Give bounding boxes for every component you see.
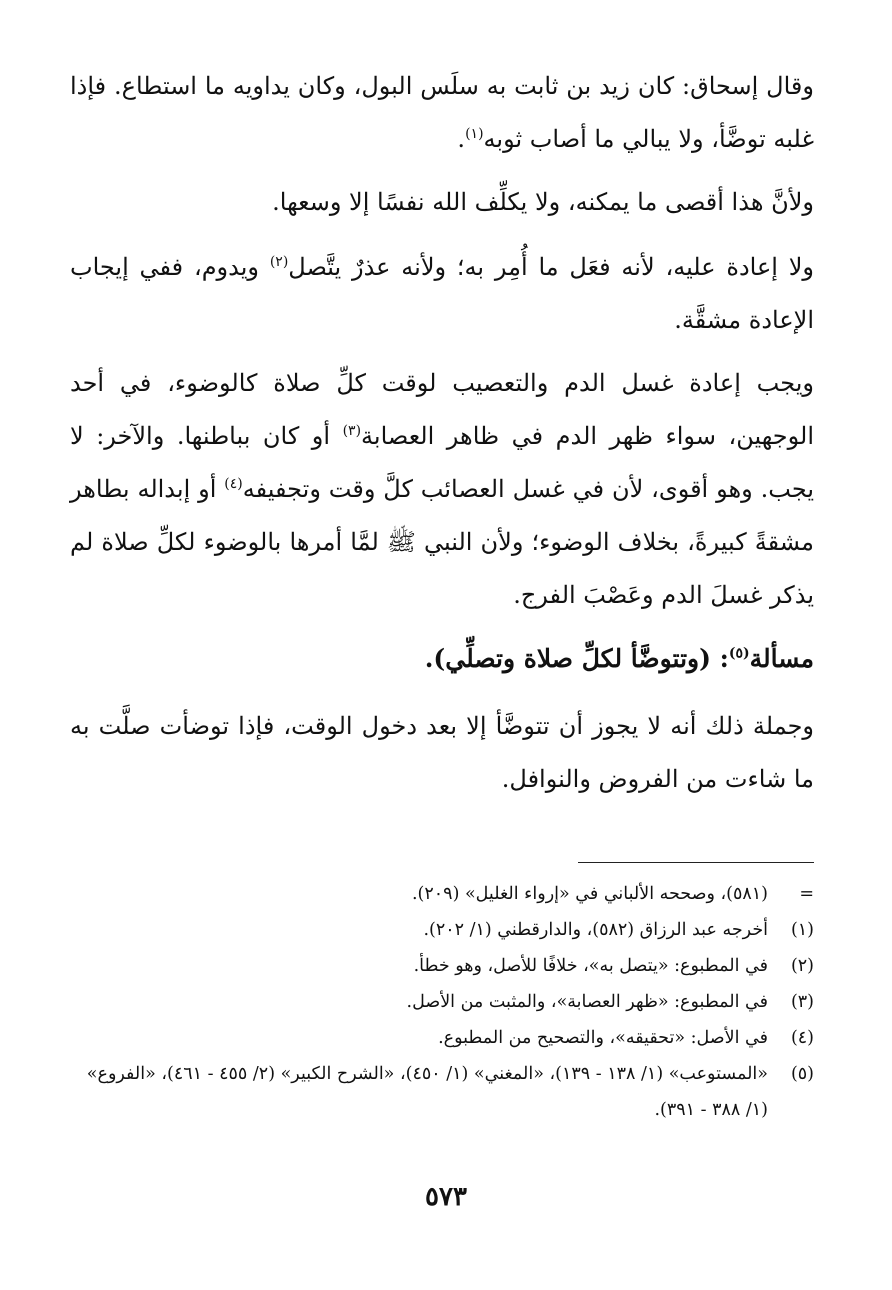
footnote-number: (٣) — [790, 992, 814, 1012]
paragraph-1-text: وقال إسحاق: كان زيد بن ثابت به سلَس البول، وكان يداويه ما استطاع. فإذا غلبه توضَّأ، ولا يبالي ما أصاب ثوبه — [70, 72, 814, 153]
footnote-ref-2[interactable]: (٢) — [269, 254, 289, 270]
paragraph-1 — [70, 60, 814, 166]
footnote-continued — [70, 876, 814, 912]
footnote-ref-3[interactable]: (٣) — [342, 423, 362, 439]
footnote-text: في المطبوع: «ظهر العصابة»، والمثبت من الأصل. — [406, 992, 768, 1012]
footnotes-section — [70, 876, 814, 1128]
footnote-text: (٥٨١)، وصححه الألباني في «إرواء الغليل» (٢٠٩). — [411, 884, 768, 904]
footnote-number: = — [799, 884, 814, 904]
paragraph-2: ولأنَّ هذا أقصى ما يمكنه، ولا يكلِّف الله نفسًا إلا وسعها. — [272, 188, 814, 216]
footnote-number: (٥) — [790, 1064, 814, 1084]
footnote-1 — [70, 912, 814, 948]
footnote-2 — [70, 948, 814, 984]
footnote-text: في المطبوع: «يتصل به»، خلافًا للأصل، وهو خطأ. — [413, 956, 768, 976]
paragraph-3 — [70, 241, 814, 347]
footnote-number: (٤) — [790, 1028, 814, 1048]
main-text — [70, 60, 814, 816]
footnote-text: في الأصل: «تحقيقه»، والتصحيح من المطبوع. — [438, 1028, 768, 1048]
paragraph-4 — [70, 357, 814, 622]
masala-label: مسألة — [749, 644, 814, 673]
footnote-number: (١) — [790, 920, 814, 940]
footnote-5 — [70, 1056, 814, 1128]
footnote-divider — [578, 862, 814, 863]
paragraph-4-text-b: أو كان بباطنها. والآخر: لا يجب. وهو أقوى، لأن في غسل العصائب كلَّ وقت وتجفيفه — [70, 422, 815, 503]
paragraph-4-text-c: أو إبداله بطاهر مشقةً كبيرةً، بخلاف الوضوء؛ ولأن النبي ﷺ لمَّا أمرها بالوضوء لكلِّ صلاة لم يذكر غسلَ الدم وعَصْبَ الفرج. — [70, 475, 814, 609]
paragraph-3-text-a: ولا إعادة عليه، لأنه فعَل ما أُمِر به؛ ولأنه عذرٌ يتَّصل — [288, 253, 815, 281]
footnote-text: «المستوعب» (١/ ١٣٨ - ١٣٩)، «المغني» (١/ ٤٥٠)، «الشرح الكبير» (٢/ ٤٥٥ - ٤٦١)، «الفروع» (١/ ٣٨٨ - ٣٩١). — [86, 1064, 768, 1120]
masala-heading — [70, 632, 814, 686]
footnote-ref-1[interactable]: (١) — [465, 126, 484, 142]
footnote-number: (٢) — [790, 956, 814, 976]
paragraph-5: وجملة ذلك أنه لا يجوز أن تتوضَّأ إلا بعد دخول الوقت، فإذا توضأت صلَّت به ما شاءت من الفروض والنوافل. — [70, 712, 814, 793]
masala-text: : (وتتوضَّأ لكلِّ صلاة وتصلِّي). — [424, 644, 729, 673]
footnote-text: أخرجه عبد الرزاق (٥٨٢)، والدارقطني (١/ ٢٠٢). — [423, 920, 768, 940]
paragraph-4-text-a: ويجب إعادة غسل الدم والتعصيب لوقت كلِّ صلاة كالوضوء، في أحد الوجهين، سواء ظهر الدم في ظاهر العصابة — [70, 369, 814, 450]
paragraph-3-text-b: ويدوم، ففي إيجاب الإعادة مشقَّة. — [70, 253, 814, 334]
page-number: ٥٧٣ — [425, 1182, 467, 1212]
footnote-4 — [70, 1020, 814, 1056]
footnote-ref-4[interactable]: (٤) — [224, 476, 243, 492]
footnote-ref-5[interactable]: (٥) — [728, 645, 750, 662]
paragraph-1-end: . — [457, 125, 466, 153]
footnote-3 — [70, 984, 814, 1020]
